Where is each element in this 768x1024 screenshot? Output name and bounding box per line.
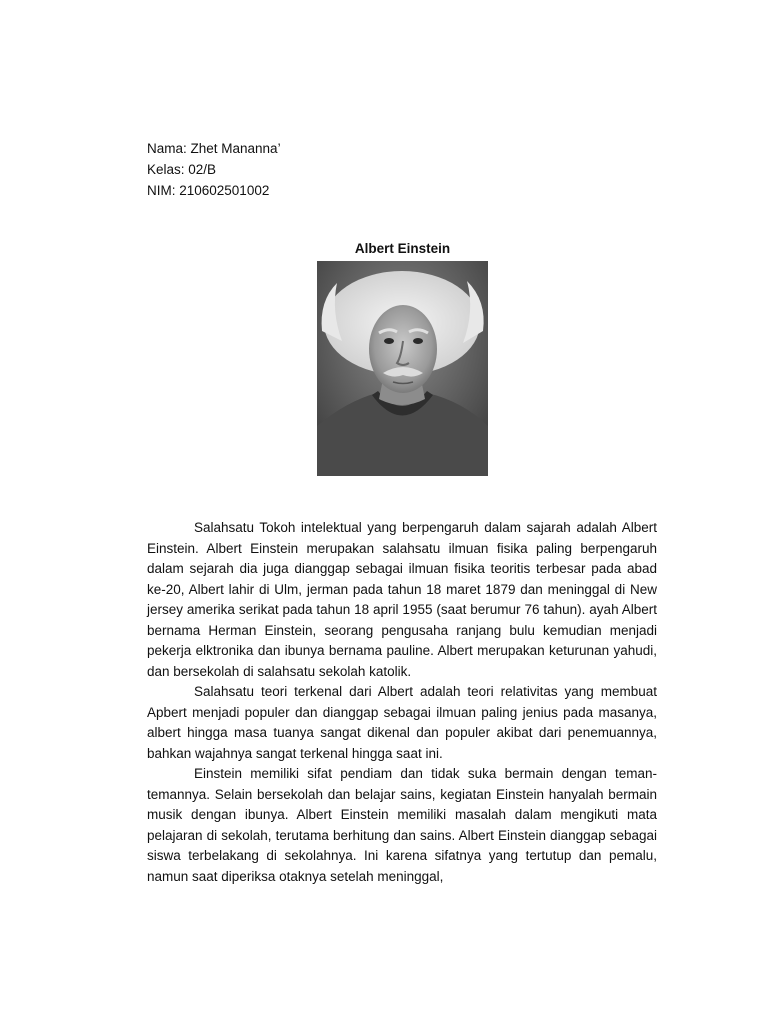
student-name: Nama: Zhet Mananna’ bbox=[147, 141, 281, 156]
document-title: Albert Einstein bbox=[354, 241, 451, 256]
paragraph-1: Salahsatu Tokoh intelektual yang berpengaruh dalam sajarah adalah Albert Einstein. Albert Einstein merupakan salahsatu ilmuan fisika paling berpengaruh dalam sejarah dia juga dianggap sebagai ilmuan fisika teoritis terbesar pada abad ke-20, Albert lahir di Ulm, jerman pada tahun 18 maret 1879 dan meninggal di New jersey amerika serikat pada tahun 18 april 1955 (saat berumur 76 tahun). ayah Albert bernama Herman Einstein, seorang pengusaha ranjang bulu kemudian menjadi pekerja elktronika dan ibunya bernama pauline. Albert merupakan keturunan yahudi, dan bersekolah di salahsatu sekolah katolik. bbox=[147, 520, 657, 679]
student-class: Kelas: 02/B bbox=[147, 162, 217, 177]
document-body bbox=[147, 518, 657, 887]
student-nim: NIM: 210602501002 bbox=[147, 183, 270, 198]
portrait-photo bbox=[317, 261, 488, 476]
paragraph-2: Salahsatu teori terkenal dari Albert adalah teori relativitas yang membuat Apbert menjadi populer dan dianggap sebagai ilmuan paling jenius pada masanya, albert hingga masa tuanya sangat dikenal dan populer akibat dari penemuannya, bahkan wajahnya sangat terkenal hingga saat ini. bbox=[147, 684, 657, 761]
student-info bbox=[147, 138, 281, 201]
paragraph-3: Einstein memiliki sifat pendiam dan tidak suka bermain dengan teman-temannya. Selain bersekolah dan belajar sains, kegiatan Einstein hanyalah bermain musik dengan ibunya. Albert Einstein memiliki masalah dalam mengikuti mata pelajaran di sekolah, terutama berhitung dan sains. Albert Einstein dianggap sebagai siswa terbelakang di sekolahnya. Ini karena sifatnya yang tertutup dan pemalu, namun saat diperiksa otaknya setelah meninggal, bbox=[147, 766, 657, 884]
